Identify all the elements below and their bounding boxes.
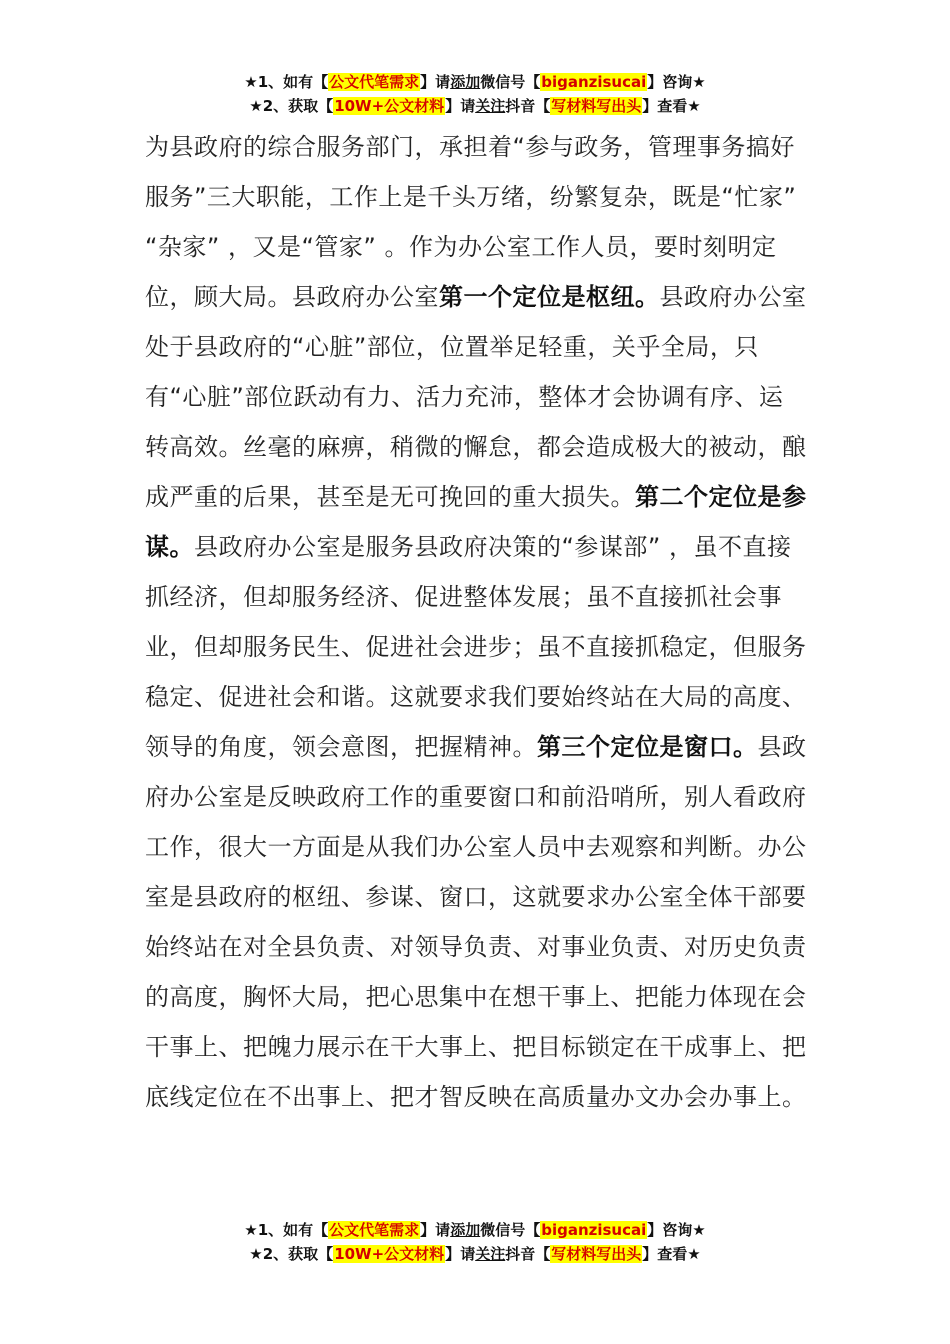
- header-banner: [0, 70, 950, 118]
- article-text: 县政府办公室是反映政府工作的重要窗口和前沿哨所，别人看政府工作，很大一方面是从我们办公室人员中去观察和判断。办公室是县政府的枢纽、参谋、窗口，这就要求办公室全体干部要始终站在对全县负责、对领导负责、对事业负责、对历史负责的高度，胸怀大局，把心思集中在想干事上、把能力体现在会干事上、把魄力展示在干大事上、把目标锁定在干成事上、把底线定位在不出事上、把才智反映在高质量办文办会办事上。: [145, 733, 807, 1111]
- banner-highlight: 10W+公文材料: [334, 97, 445, 115]
- bold-heading: 第三个定位是窗口。: [537, 733, 758, 761]
- article-text: 县政府办公室处于县政府的“心脏”部位，位置举足轻重，关乎全局，只有“心脏”部位跃动有力、活力充沛，整体才会协调有序、运转高效。丝毫的麻痹，稍微的懈怠，都会造成极大的被动，酿成严重的后果，甚至是无可挽回的重大损失。: [145, 283, 807, 511]
- article-text: 县政府办公室是服务县政府决策的“参谋部” ，虽不直接抓经济，但却服务经济、促进整体发展；虽不直接抓社会事业，但却服务民生、促进社会进步；虽不直接抓稳定，但服务稳定、促进社会和谐。这就要求我们要始终站在大局的高度、领导的角度，领会意图，把握精神。: [145, 533, 807, 761]
- banner-text: 】查看★: [642, 1245, 701, 1263]
- banner-text: 抖音【: [505, 1245, 551, 1263]
- banner-text: 】请: [420, 73, 451, 91]
- banner-line-2: [0, 1242, 950, 1266]
- banner-text: 】查看★: [642, 97, 701, 115]
- douyin-id-highlight: 写材料写出头: [551, 97, 642, 115]
- banner-text: ★1、如有【: [244, 1221, 329, 1239]
- banner-text: 】请: [445, 1245, 476, 1263]
- banner-text: ★2、获取【: [249, 97, 334, 115]
- banner-text: ★1、如有【: [244, 73, 329, 91]
- article-body: [145, 122, 807, 1122]
- banner-text: ★2、获取【: [249, 1245, 334, 1263]
- banner-text: 】请: [445, 97, 476, 115]
- banner-text: 】请: [420, 1221, 451, 1239]
- banner-highlight: 公文代笔需求: [329, 73, 420, 91]
- wechat-id-highlight: biganzisucai: [541, 1221, 647, 1239]
- banner-line-1: [0, 1218, 950, 1242]
- bold-heading: 第一个定位是枢纽。: [439, 283, 660, 311]
- banner-text: 抖音【: [505, 97, 551, 115]
- banner-text: 微信号【: [480, 1221, 541, 1239]
- banner-text: 微信号【: [480, 73, 541, 91]
- article-text: 为县政府的综合服务部门，承担着“参与政务，管理事务搞好服务”三大职能，工作上是千头万绪，纷繁复杂，既是“忙家” “杂家” ，又是“管家” 。作为办公室工作人员，要时刻明定位，顾大局。县政府办公室: [145, 133, 797, 311]
- banner-highlight: 公文代笔需求: [329, 1221, 420, 1239]
- banner-line-2: [0, 94, 950, 118]
- banner-underline: 添加: [450, 1221, 481, 1239]
- bold-heading: 第二个定位是参谋。: [145, 483, 807, 561]
- banner-underline: 添加: [450, 73, 481, 91]
- footer-banner: [0, 1218, 950, 1266]
- banner-underline: 关注: [475, 97, 506, 115]
- banner-text: 】咨询★: [647, 1221, 706, 1239]
- banner-line-1: [0, 70, 950, 94]
- wechat-id-highlight: biganzisucai: [541, 73, 647, 91]
- banner-highlight: 10W+公文材料: [334, 1245, 445, 1263]
- banner-text: 】咨询★: [647, 73, 706, 91]
- banner-underline: 关注: [475, 1245, 506, 1263]
- douyin-id-highlight: 写材料写出头: [551, 1245, 642, 1263]
